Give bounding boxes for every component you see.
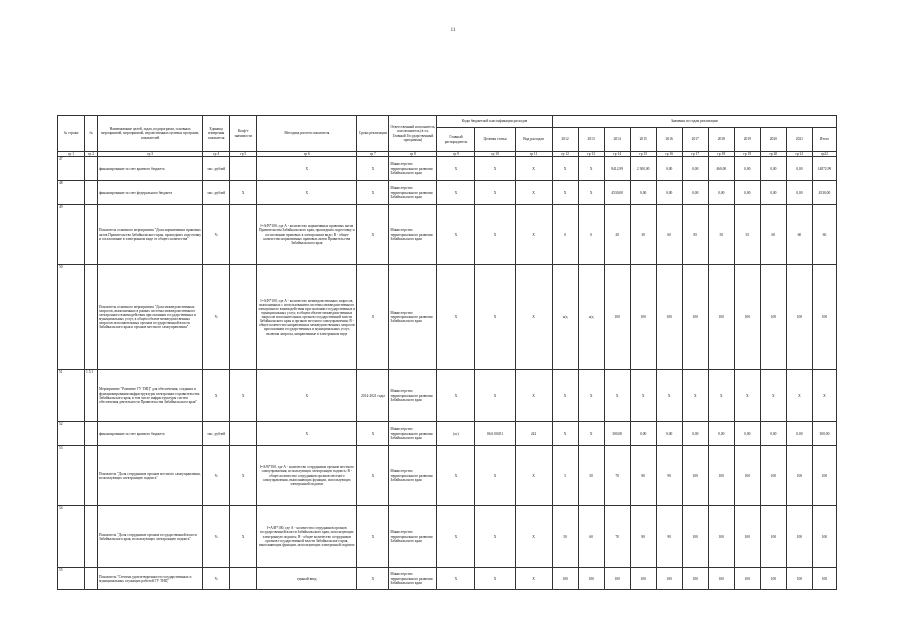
header-year: 2018 xyxy=(708,128,734,152)
item-number: 1.5.1 xyxy=(85,370,98,422)
column-index: гр 18 xyxy=(708,152,734,157)
header-coef: Коэф-т значимости xyxy=(230,116,257,152)
value-cell: 100 xyxy=(760,446,786,506)
header-no: № xyxy=(85,116,98,152)
value-cell: 100 xyxy=(682,265,708,370)
responsible-cell: Министерство территориального развития Забайкальского края xyxy=(389,157,437,181)
coef-cell xyxy=(230,205,257,265)
item-name: Показатель "Доля сотрудников органов государственной власти Забайкальского края, использующих электронную подпись" xyxy=(98,506,203,568)
item-name: Мероприятие "Развитие ГУ ТИЦ" для обеспечения, создания и функционирования инфраструктуры электронного правительства Забайкальского края, в том числе инфраструктуры систем обеспечения деятельности Правительства Забайкальского края" xyxy=(98,370,203,422)
item-name: Показатель основного мероприятия "Доля межведомственных запросов, выполненных в рамках системы межведомственного электронного взаимодействия при оказании государственных и муниципальных услуг, в общем объеме межведомственных запросов исполнительных органов государственной власти Забайкальского края и органов местного самоуправления" xyxy=(98,265,203,370)
value-cell: 460,00 xyxy=(708,157,734,181)
target-cell: Х xyxy=(475,446,515,506)
period-cell: Х xyxy=(357,265,389,370)
value-cell: 80 xyxy=(630,506,656,568)
value-cell: 100 xyxy=(734,568,760,590)
item-number xyxy=(85,506,98,568)
unit-cell: % xyxy=(203,506,230,568)
value-cell: 5 xyxy=(552,446,578,506)
value-cell: Х xyxy=(630,370,656,422)
total-cell: 100 xyxy=(812,568,836,590)
column-index: гр 10 xyxy=(475,152,515,157)
target-cell: 06.0.00451 xyxy=(475,422,515,446)
value-cell: Х xyxy=(578,157,604,181)
column-index: гр 19 xyxy=(734,152,760,157)
total-cell: 300,00 xyxy=(812,422,836,446)
value-cell: 300,00 xyxy=(604,422,630,446)
value-cell: 90 xyxy=(656,506,682,568)
type-cell: Х xyxy=(515,205,552,265)
value-cell: 30 xyxy=(630,205,656,265)
header-period: Сроки реализации xyxy=(357,116,389,152)
row-number: 55 xyxy=(58,568,85,590)
total-cell: 100 xyxy=(812,265,836,370)
total-cell: 60 xyxy=(812,205,836,265)
coef-cell xyxy=(230,265,257,370)
value-cell: Х xyxy=(552,181,578,205)
header-total: Итого xyxy=(812,128,836,152)
item-number xyxy=(85,422,98,446)
type-cell: Х xyxy=(515,506,552,568)
table-body xyxy=(58,157,837,590)
header-type: Вид расходов xyxy=(515,128,552,152)
method-cell: единый ввод xyxy=(257,568,357,590)
responsible-cell: Министерство территориального развития Забайкальского края xyxy=(389,506,437,568)
type-cell: Х xyxy=(515,157,552,181)
column-index: гр 21 xyxy=(786,152,812,157)
unit-cell: % xyxy=(203,205,230,265)
value-cell: 0,00 xyxy=(734,422,760,446)
item-name: Показатель основного мероприятия "Доля нормативных правовых актов Правительства Забайкальского края, прошедших подготовку и согласование в электронном виде от общего количества" xyxy=(98,205,203,265)
period-cell: 2014-2021 годы xyxy=(357,370,389,422)
responsible-cell: Министерство территориального развития Забайкальского края xyxy=(389,205,437,265)
target-cell: Х xyxy=(475,205,515,265)
responsible-cell: Министерство территориального развития Забайкальского края xyxy=(389,265,437,370)
value-cell: 0,00 xyxy=(734,157,760,181)
grbs-cell: Х xyxy=(437,265,475,370)
item-name: Показатель "Степень удовлетворенности государственных и муниципальных служащих работой ГУ ТИЦ" xyxy=(98,568,203,590)
value-cell: 100 xyxy=(682,506,708,568)
value-cell: 60 xyxy=(786,205,812,265)
method-cell: I=A/B*100, где А - количество межведомственных запросов, выполненных с использованием системы межведомственного электронного взаимодействия при оказании государственных и муниципальных услуг, в общем объеме межведомственных запросов исполнительных органов государственной власти Забайкальского края и органов местного самоуправления; В - общее количество направленных межведомственных запросов при оказании государственных и муниципальных услуг, включая запросы, направленные в электронном виде xyxy=(257,265,357,370)
value-cell: 100 xyxy=(604,265,630,370)
period-cell: Х xyxy=(357,446,389,506)
target-cell: Х xyxy=(475,181,515,205)
column-index: гр 13 xyxy=(578,152,604,157)
column-index: гр 15 xyxy=(630,152,656,157)
header-row xyxy=(58,116,837,128)
value-cell: 0,00 xyxy=(682,422,708,446)
value-cell: 100 xyxy=(630,265,656,370)
header-year: 2017 xyxy=(682,128,708,152)
row-number: 49 xyxy=(58,205,85,265)
value-cell: 100 xyxy=(734,506,760,568)
header-year: 2020 xyxy=(760,128,786,152)
table-row xyxy=(58,265,837,370)
value-cell: Х xyxy=(656,370,682,422)
value-cell: Х xyxy=(578,181,604,205)
value-cell: 0,00 xyxy=(682,157,708,181)
value-cell: 100 xyxy=(734,265,760,370)
header-year: 2012 xyxy=(552,128,578,152)
value-cell: 100 xyxy=(682,446,708,506)
table-row xyxy=(58,157,837,181)
period-cell: Х xyxy=(357,181,389,205)
page-number: 11 xyxy=(450,28,456,33)
unit-cell: тыс. рублей xyxy=(203,422,230,446)
value-cell: Х xyxy=(682,370,708,422)
value-cell: 85 xyxy=(682,205,708,265)
value-cell: 2 300,00 xyxy=(630,157,656,181)
value-cell: 70 xyxy=(604,446,630,506)
value-cell: 100 xyxy=(760,265,786,370)
total-cell: 14872,99 xyxy=(812,157,836,181)
table-row xyxy=(58,446,837,506)
value-cell: Х xyxy=(604,370,630,422)
value-cell: Х xyxy=(734,370,760,422)
value-cell: 70 xyxy=(604,506,630,568)
value-cell: 8412,99 xyxy=(604,157,630,181)
value-cell: 100 xyxy=(656,265,682,370)
value-cell: 0,00 xyxy=(786,181,812,205)
target-cell: Х xyxy=(475,157,515,181)
value-cell: Х xyxy=(708,370,734,422)
table-row xyxy=(58,422,837,446)
header-budget-codes: Коды бюджетной классификации расходов xyxy=(437,116,552,128)
total-cell: 4530,00 xyxy=(812,181,836,205)
column-index: гр 5 xyxy=(230,152,257,157)
unit-cell: % xyxy=(203,446,230,506)
responsible-cell: Министерство территориального развития Забайкальского края xyxy=(389,181,437,205)
table-row xyxy=(58,506,837,568)
period-cell: Х xyxy=(357,205,389,265)
value-cell: 0,00 xyxy=(760,422,786,446)
value-cell: н/д xyxy=(578,265,604,370)
value-cell: 100 xyxy=(708,446,734,506)
header-year: 2015 xyxy=(630,128,656,152)
grbs-cell: Х xyxy=(437,205,475,265)
column-index: гр 8 xyxy=(389,152,437,157)
grbs-cell: Х xyxy=(437,370,475,422)
value-cell: 0,00 xyxy=(630,181,656,205)
value-cell: 55 xyxy=(734,205,760,265)
value-cell: 0,00 xyxy=(708,181,734,205)
value-cell: 60 xyxy=(760,205,786,265)
table-row xyxy=(58,205,837,265)
item-number xyxy=(85,568,98,590)
type-cell: Х xyxy=(515,568,552,590)
row-number: 47 xyxy=(58,157,85,181)
item-name: финансирование за счет федерального бюджета xyxy=(98,181,203,205)
value-cell: 100 xyxy=(552,568,578,590)
header-method: Методика расчета показателя xyxy=(257,116,357,152)
value-cell: 80 xyxy=(630,446,656,506)
value-cell: 0,00 xyxy=(656,157,682,181)
value-cell: Х xyxy=(760,370,786,422)
value-cell: 0,00 xyxy=(734,181,760,205)
value-cell: 100 xyxy=(786,506,812,568)
method-cell: Х xyxy=(257,157,357,181)
column-index: гр 17 xyxy=(682,152,708,157)
coef-cell: Х xyxy=(230,370,257,422)
value-cell: 100 xyxy=(734,446,760,506)
value-cell: 100 xyxy=(578,568,604,590)
item-number xyxy=(85,181,98,205)
item-number xyxy=(85,446,98,506)
grbs-cell: Х xyxy=(437,568,475,590)
column-index: гр 12 xyxy=(552,152,578,157)
value-cell: 0,00 xyxy=(656,181,682,205)
value-cell: 90 xyxy=(656,446,682,506)
row-number: 53 xyxy=(58,446,85,506)
value-cell: 0,00 xyxy=(630,422,656,446)
header-responsible: Ответственный исполнитель, соисполнитель (в т.ч. Главный Государственный программы) xyxy=(389,116,437,152)
header-target: Целевая статья xyxy=(475,128,515,152)
method-cell: I=A/B*100, где А - количество сотрудников органов государственной власти Забайкальского края, использующих электронную подпись; В - общее количество сотрудников органов государственной власти Забайкальского края, выполняющих функции, использующих электронной подписи xyxy=(257,506,357,568)
value-cell: 100 xyxy=(604,568,630,590)
value-cell: 0,00 xyxy=(682,181,708,205)
value-cell: 0 xyxy=(578,205,604,265)
value-cell: 0,00 xyxy=(760,157,786,181)
header-unit: Единица измерения показателя xyxy=(203,116,230,152)
column-index: гр 9 xyxy=(437,152,475,157)
type-cell: Х xyxy=(515,265,552,370)
value-cell: 0,00 xyxy=(656,422,682,446)
item-number xyxy=(85,205,98,265)
method-cell: Х xyxy=(257,370,357,422)
value-cell: 0,00 xyxy=(760,181,786,205)
unit-cell: % xyxy=(203,265,230,370)
coef-cell xyxy=(230,422,257,446)
value-cell: Х xyxy=(786,370,812,422)
value-cell: 60 xyxy=(656,205,682,265)
coef-cell: Х xyxy=(230,181,257,205)
value-cell: 100 xyxy=(760,568,786,590)
value-cell: 100 xyxy=(786,568,812,590)
value-cell: 0,00 xyxy=(786,422,812,446)
header-year: 2013 xyxy=(578,128,604,152)
unit-cell: % xyxy=(203,568,230,590)
responsible-cell: Министерство территориального развития Забайкальского края xyxy=(389,422,437,446)
header-grbs: Главный распорядитель xyxy=(437,128,475,152)
column-index: гр 20 xyxy=(760,152,786,157)
column-index: гр 14 xyxy=(604,152,630,157)
value-cell: 100 xyxy=(630,568,656,590)
column-index: гр 7 xyxy=(357,152,389,157)
column-index: гр 1 xyxy=(58,152,85,157)
type-cell: Х xyxy=(515,370,552,422)
grbs-cell: Х xyxy=(437,157,475,181)
value-cell: 100 xyxy=(708,568,734,590)
value-cell: 0 xyxy=(552,205,578,265)
coef-cell: Х xyxy=(230,446,257,506)
responsible-cell: Министерство территориального развития Забайкальского края xyxy=(389,446,437,506)
item-name: финансирование за счет краевого бюджета xyxy=(98,157,203,181)
row-number: 52 xyxy=(58,422,85,446)
value-cell: 4530,00 xyxy=(604,181,630,205)
table-row xyxy=(58,181,837,205)
value-cell: 0,00 xyxy=(786,157,812,181)
value-cell: Х xyxy=(578,370,604,422)
column-index: гр 16 xyxy=(656,152,682,157)
header-year: 2019 xyxy=(734,128,760,152)
period-cell: Х xyxy=(357,157,389,181)
header-year: 2021 xyxy=(786,128,812,152)
method-cell: Х xyxy=(257,181,357,205)
grbs-cell: (м.) xyxy=(437,422,475,446)
value-cell: 50 xyxy=(708,205,734,265)
value-cell: 100 xyxy=(656,568,682,590)
value-cell: 100 xyxy=(682,568,708,590)
row-number: 50 xyxy=(58,265,85,370)
value-cell: Х xyxy=(552,157,578,181)
unit-cell: тыс. рублей xyxy=(203,157,230,181)
total-cell: Х xyxy=(812,370,836,422)
value-cell: 100 xyxy=(708,265,734,370)
value-cell: Х xyxy=(552,422,578,446)
row-number: 54 xyxy=(58,506,85,568)
program-indicators-table xyxy=(57,115,837,590)
target-cell: Х xyxy=(475,568,515,590)
value-cell: 100 xyxy=(786,265,812,370)
value-cell: 100 xyxy=(786,446,812,506)
unit-cell: Х xyxy=(203,370,230,422)
total-cell: 100 xyxy=(812,446,836,506)
target-cell: Х xyxy=(475,370,515,422)
value-cell: 20 xyxy=(604,205,630,265)
item-name: финансирование за счет краевого бюджета xyxy=(98,422,203,446)
target-cell: Х xyxy=(475,506,515,568)
unit-cell: тыс. рублей xyxy=(203,181,230,205)
period-cell: Х xyxy=(357,568,389,590)
method-cell: I=A/B*100, где А - количество нормативных правовых актов Правительства Забайкальского края, прошедших подготовку и согласование правовых в электронном виде; В - общее количество нормативных правовых актов Правительства Забайкальского края xyxy=(257,205,357,265)
column-index: гр 3 xyxy=(98,152,203,157)
header-year-values: Значения по годам реализации xyxy=(552,116,836,128)
value-cell: 50 xyxy=(552,506,578,568)
item-number xyxy=(85,265,98,370)
item-number xyxy=(85,157,98,181)
value-cell: н/д xyxy=(552,265,578,370)
column-index: гр 4 xyxy=(203,152,230,157)
total-cell: 100 xyxy=(812,506,836,568)
item-name: Показатель "Доля сотрудников органов местного самоуправления, использующих электронную подпись" xyxy=(98,446,203,506)
coef-cell xyxy=(230,157,257,181)
value-cell: 100 xyxy=(760,506,786,568)
grbs-cell: Х xyxy=(437,181,475,205)
coef-cell: Х xyxy=(230,506,257,568)
column-index: гр 11 xyxy=(515,152,552,157)
row-number: 51 xyxy=(58,370,85,422)
header-row-no: № строки xyxy=(58,116,85,152)
value-cell: Х xyxy=(552,370,578,422)
column-index: гр 6 xyxy=(257,152,357,157)
target-cell: Х xyxy=(475,265,515,370)
type-cell: 242 xyxy=(515,422,552,446)
table-row xyxy=(58,370,837,422)
period-cell: Х xyxy=(357,506,389,568)
type-cell: Х xyxy=(515,181,552,205)
row-number: 48 xyxy=(58,181,85,205)
table-row xyxy=(58,568,837,590)
column-index: гр22 xyxy=(812,152,836,157)
coef-cell xyxy=(230,568,257,590)
header-name: Наименование целей, задач, подпрограмм, основных мероприятий, мероприятий, ведомственных целевых программ, показателей xyxy=(98,116,203,152)
value-cell: 0,00 xyxy=(708,422,734,446)
responsible-cell: Министерство территориального развития Забайкальского края xyxy=(389,370,437,422)
value-cell: 60 xyxy=(578,506,604,568)
value-cell: 50 xyxy=(578,446,604,506)
method-cell: Х xyxy=(257,422,357,446)
method-cell: I=A/B*100, где А - количество сотрудников органов местного самоуправления, использующих электронную подпись; В - общее количество сотрудников органов местного самоуправления, выполняющих функции, использующих электронной подписи xyxy=(257,446,357,506)
header-year: 2014 xyxy=(604,128,630,152)
value-cell: Х xyxy=(578,422,604,446)
header-year: 2016 xyxy=(656,128,682,152)
value-cell: 100 xyxy=(708,506,734,568)
grbs-cell: Х xyxy=(437,506,475,568)
period-cell: Х xyxy=(357,422,389,446)
responsible-cell: Министерство территориального развития Забайкальского края xyxy=(389,568,437,590)
grbs-cell: Х xyxy=(437,446,475,506)
column-index: гр 2 xyxy=(85,152,98,157)
type-cell: Х xyxy=(515,446,552,506)
